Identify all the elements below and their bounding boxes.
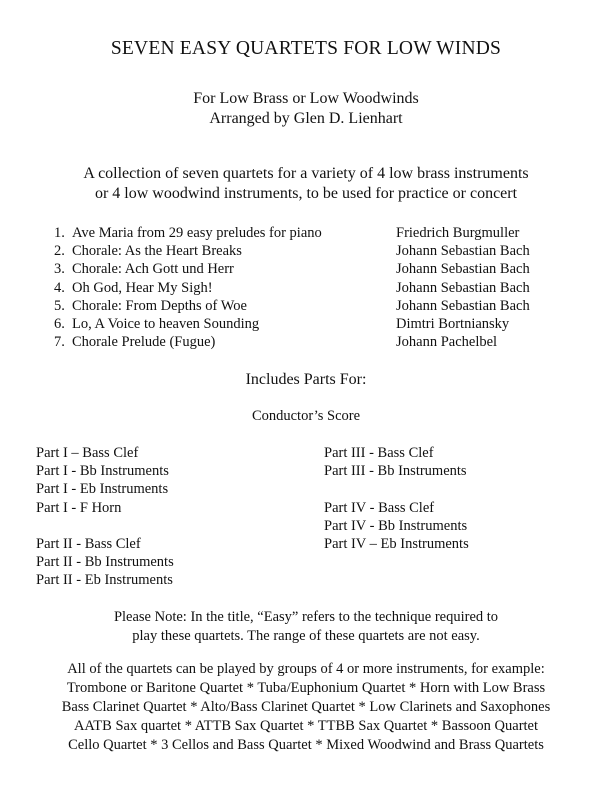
parts-right-column bbox=[324, 444, 469, 553]
part-item: Part I - F Horn bbox=[36, 499, 122, 516]
list-item bbox=[54, 260, 574, 278]
piece-composer: Dimtri Bortniansky bbox=[396, 315, 510, 332]
conductor-score: Conductor’s Score bbox=[251, 408, 361, 424]
piece-title: Chorale: From Depths of Woe bbox=[72, 297, 247, 314]
examples-line: Trombone or Baritone Quartet * Tuba/Euphonium Quartet * Horn with Low Brass bbox=[66, 680, 546, 696]
piece-composer: Johann Pachelbel bbox=[396, 334, 498, 351]
piece-composer: Johann Sebastian Bach bbox=[396, 297, 530, 314]
subtitle-arranger: Arranged by Glen D. Lienhart bbox=[209, 110, 403, 127]
part-item: Part IV – Eb Instruments bbox=[324, 535, 469, 552]
piece-title: Lo, A Voice to heaven Sounding bbox=[72, 315, 260, 332]
piece-number: 6. bbox=[54, 315, 65, 332]
part-item: Part III - Bb Instruments bbox=[324, 463, 467, 480]
piece-composer: Johann Sebastian Bach bbox=[396, 243, 530, 260]
includes-heading: Includes Parts For: bbox=[245, 371, 367, 388]
part-item: Part IV - Bass Clef bbox=[324, 499, 435, 516]
list-item bbox=[54, 242, 574, 260]
piece-title: Chorale: Ach Gott und Herr bbox=[72, 261, 234, 278]
piece-composer: Johann Sebastian Bach bbox=[396, 261, 530, 278]
part-item: Part III - Bass Clef bbox=[324, 445, 434, 461]
parts-left-column bbox=[36, 444, 174, 590]
piece-composer: Johann Sebastian Bach bbox=[396, 279, 530, 296]
piece-title: Chorale: As the Heart Breaks bbox=[72, 243, 242, 260]
part-item: Part IV - Bb Instruments bbox=[324, 517, 468, 534]
list-item bbox=[54, 333, 574, 351]
list-item bbox=[54, 297, 574, 315]
part-item: Part II - Bb Instruments bbox=[36, 554, 174, 571]
piece-title: Ave Maria from 29 easy preludes for piano bbox=[72, 225, 322, 241]
part-item: Part I – Bass Clef bbox=[36, 445, 139, 461]
list-item bbox=[54, 315, 574, 333]
list-item bbox=[54, 224, 574, 242]
piece-number: 4. bbox=[54, 279, 65, 296]
examples-line: Bass Clarinet Quartet * Alto/Bass Clarinet Quartet * Low Clarinets and Saxophones bbox=[61, 699, 551, 715]
part-item: Part II - Bass Clef bbox=[36, 535, 141, 552]
examples-line: Cello Quartet * 3 Cellos and Bass Quartet * Mixed Woodwind and Brass Quartets bbox=[68, 737, 544, 753]
piece-number: 3. bbox=[54, 261, 65, 278]
description-line: A collection of seven quartets for a variety of 4 low brass instruments bbox=[83, 165, 529, 182]
piece-number: 5. bbox=[54, 297, 65, 314]
examples-line: All of the quartets can be played by groups of 4 or more instruments, for example: bbox=[67, 661, 545, 677]
page-title: SEVEN EASY QUARTETS FOR LOW WINDS bbox=[110, 38, 502, 59]
examples-line: AATB Sax quartet * ATTB Sax Quartet * TTBB Sax Quartet * Bassoon Quartet bbox=[73, 718, 539, 734]
list-item bbox=[54, 279, 574, 297]
description-line: or 4 low woodwind instruments, to be used for practice or concert bbox=[94, 185, 518, 202]
subtitle-instruments: For Low Brass or Low Woodwinds bbox=[193, 90, 419, 107]
part-item: Part I - Bb Instruments bbox=[36, 463, 169, 480]
piece-title: Chorale Prelude (Fugue) bbox=[72, 334, 216, 351]
piece-number: 7. bbox=[54, 334, 65, 351]
part-item: Part I - Eb Instruments bbox=[36, 481, 169, 498]
piece-number: 1. bbox=[54, 225, 65, 241]
piece-number: 2. bbox=[54, 243, 65, 260]
note-line: Please Note: In the title, “Easy” refers to the technique required to bbox=[113, 609, 499, 625]
piece-list bbox=[54, 224, 574, 351]
piece-title: Oh God, Hear My Sigh! bbox=[72, 279, 213, 296]
part-item: Part II - Eb Instruments bbox=[36, 572, 173, 589]
piece-composer: Friedrich Burgmuller bbox=[396, 225, 520, 241]
note-line: play these quartets. The range of these quartets are not easy. bbox=[132, 628, 480, 644]
